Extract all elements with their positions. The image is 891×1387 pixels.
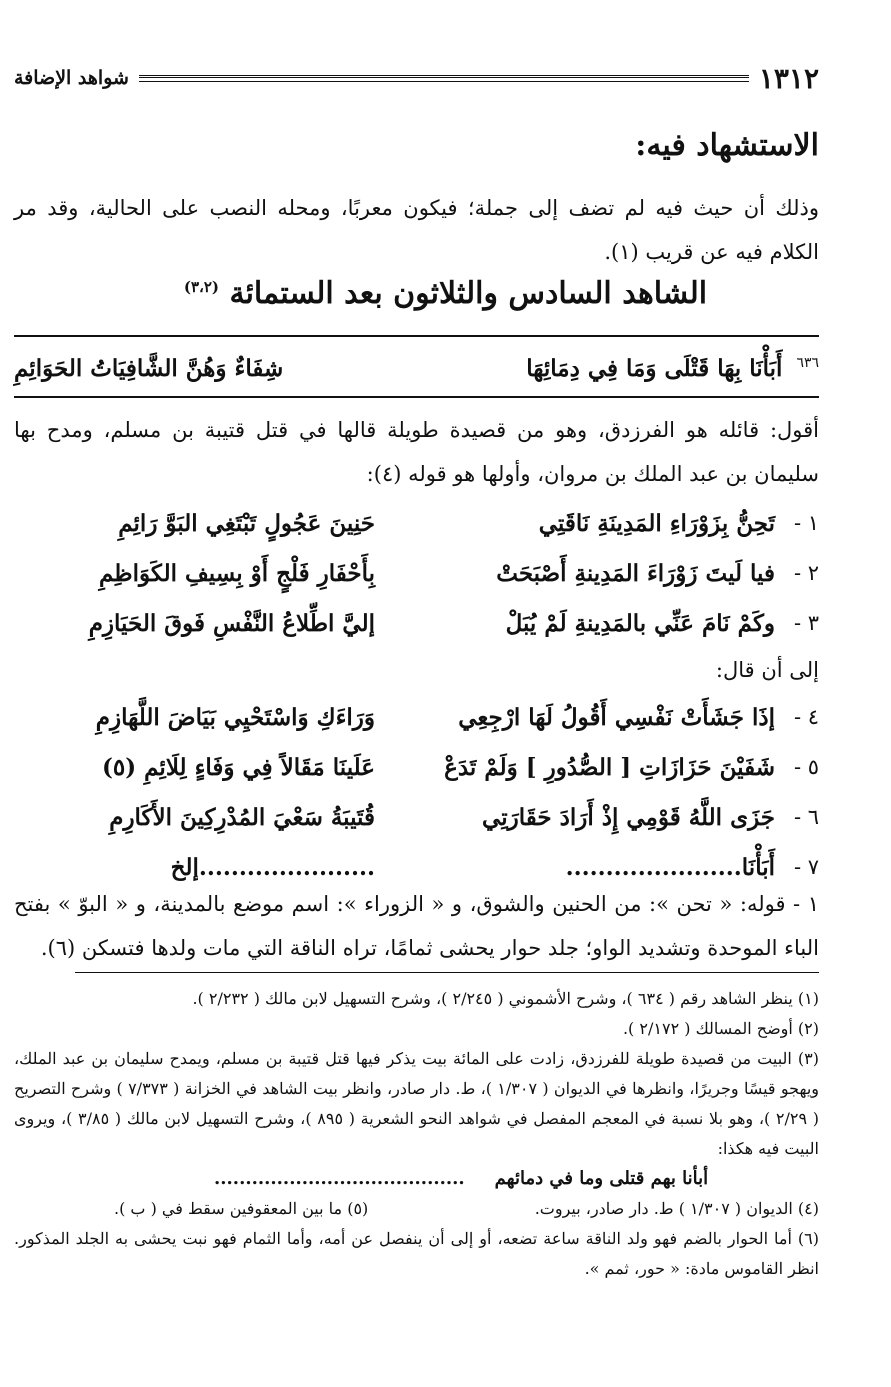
verse-top-rule <box>14 335 819 337</box>
footnote-4: (٤) الديوان ( ١/٣٠٧ ) ط. دار صادر، بيروت. <box>534 1199 819 1218</box>
line-number: ٧ - <box>793 855 819 879</box>
paragraph-1: وذلك أن حيث فيه لم تضف إلى جملة؛ فيكون معربًا، ومحله النصب على الحالية، وقد مر الكلام فيه عن قريب (١). <box>14 196 819 264</box>
paragraph-3: ١ - قوله: « تحن »: من الحنين والشوق، و « الزوراء »: اسم موضع بالمدينة، و « البوّ » بفتح الباء الموحدة وتشديد الواو؛ جلد حوار يحشى ثمامًا، تراه الناقة التي مات ولدها فتسكن (٦). <box>14 892 819 960</box>
main-verse-hemistich-1: أَبَأْنَا بِهَا قَتْلَى وَمَا فِي دِمَائِهَا <box>526 354 783 382</box>
hemistich-2: قُتَيبَةُ سَعْيَ المُدْرِكِينَ الأَكَارِمِ <box>109 803 375 831</box>
hemistich-2: ......................إلخ <box>170 853 375 881</box>
page-number: ١٣١٢ <box>758 61 819 95</box>
verse-number: ٦٣٦ <box>796 354 819 371</box>
line-number: ٤ - <box>793 705 819 729</box>
hemistich-2: إليَّ اطِّلاعُ النَّفْسِ فَوقَ الحَيَازِمِ <box>88 609 375 637</box>
line-number: ١ - <box>793 511 819 535</box>
footnote-separator <box>75 972 819 973</box>
subheading: الاستشهاد فيه: <box>635 128 819 163</box>
hemistich-1: جَزَى اللَّهُ قَوْمِي إِذْ أَرَادَ حَقَارَتِي <box>482 803 775 831</box>
hemistich-1: أَبَأْنَا...................... <box>565 853 775 881</box>
line-number: ٣ - <box>793 611 819 635</box>
footnote-verse <box>14 1164 819 1194</box>
footnote-5: (٥) ما بين المعقوفين سقط في ( ب ). <box>114 1199 369 1218</box>
hemistich-2: بِأَحْفَارِ فَلْجٍ أَوْ بِسِيفِ الكَوَاظِمِ <box>98 559 375 587</box>
main-verse <box>14 346 819 390</box>
footnote-2: (٢) أوضح المسالك ( ٢/١٧٢ ). <box>622 1019 819 1038</box>
running-title: شواهد الإضافة <box>14 67 129 89</box>
poem-line <box>14 692 819 742</box>
poem-line <box>14 548 819 598</box>
hemistich-2: وَرَاءَكِ وَاسْتَحْيِي بَيَاضَ اللَّهَازِمِ <box>95 703 375 731</box>
section-title-note: (٣،٢) <box>183 278 220 296</box>
line-number: ٦ - <box>793 805 819 829</box>
footnote-verse-h1: أبأنا بهم قتلى وما في دمائهم <box>494 1168 709 1189</box>
poem-line <box>14 792 819 842</box>
hemistich-2: حَنِينَ عَجُولٍ تَبْتَغِي البَوَّ رَائِمِ <box>118 509 375 537</box>
hemistich-2: عَلَينَا مَقَالاً فِي وَفَاءٍ لِلَائِمِ (٥) <box>101 753 375 781</box>
main-verse-hemistich-2: شِفَاءٌ وَهُنَّ الشَّافِيَاتُ الحَوَائِمِ <box>14 354 284 382</box>
footnote-row <box>14 1194 819 1224</box>
hemistich-1: فيا لَيتَ زَوْرَاءَ المَدِينةِ أَصْبَحَتْ <box>496 559 775 587</box>
line-number: ٢ - <box>793 561 819 585</box>
footnote-verse-h2: ........................................ <box>214 1168 465 1189</box>
running-head <box>14 58 819 98</box>
main-verse-first <box>526 355 819 382</box>
section-title <box>0 276 891 311</box>
line-number: ٥ - <box>793 755 819 779</box>
footnotes <box>14 984 819 1284</box>
paragraph-2: أقول: قائله هو الفرزدق، وهو من قصيدة طويلة قالها في قتل قتيبة بن مسلم، ومدح بها سليمان بن عبد الملك بن مروان، وأولها هو قوله (٤): <box>14 418 819 486</box>
poem-line <box>14 498 819 548</box>
poem-line <box>14 598 819 648</box>
footnote-1: (١) ينظر الشاهد رقم ( ٦٣٤ )، وشرح الأشموني ( ٢/٢٤٥ )، وشرح التسهيل لابن مالك ( ٢/٢٣٢ ). <box>192 989 819 1008</box>
verse-bottom-rule <box>14 396 819 398</box>
poem <box>14 498 819 892</box>
interlude: إلى أن قال: <box>715 658 819 682</box>
hemistich-1: إذَا جَشَأَتْ نَفْسِي أَقُولُ لَهَا ارْجِعِي <box>458 703 775 731</box>
hemistich-1: شَفَيْنَ حَزَازَاتِ [ الصُّدُورِ ] وَلَمْ تَدَعْ <box>444 753 775 781</box>
hemistich-1: تَحِنُّ بِزَوْرَاءِ المَدِينَةِ نَاقَتِي <box>538 509 775 537</box>
section-title-text: الشاهد السادس والثلاثون بعد الستمائة <box>229 276 708 311</box>
hemistich-1: وكَمْ نَامَ عَنِّي بالمَدِينةِ لَمْ يُبَلْ <box>505 609 775 637</box>
header-rule <box>139 75 749 82</box>
footnote-3: (٣) البيت من قصيدة طويلة للفرزدق، زادت على المائة بيت يذكر فيها قتل قتيبة بن مسلم، ويمدح سليمان بن عبد الملك، ويهجو قيسًا وجريرًا، وانظرها في الديوان ( ١/٣٠٧ )، ط. دار صادر، وانظر بيت الشاهد في الخزانة ( ٧/٣٧٣ ) وشرح التصريح ( ٢/٢٩ )، وهو بلا نسبة في المعجم المفصل في شواهد النحو الشعرية ( ٨٩٥ )، وشرح التسهيل لابن مالك ( ٣/٨٥ )، ويروى البيت فيه هكذا: <box>14 1049 820 1158</box>
poem-line <box>14 742 819 792</box>
footnote-6: (٦) أما الحوار بالضم فهو ولد الناقة ساعة تضعه، أو إلى أن ينفصل عن أمه، وأما الثمام فهو نبت يحشى به الجلد المذكور. انظر القاموس مادة: « حور، ثمم ». <box>14 1229 820 1278</box>
